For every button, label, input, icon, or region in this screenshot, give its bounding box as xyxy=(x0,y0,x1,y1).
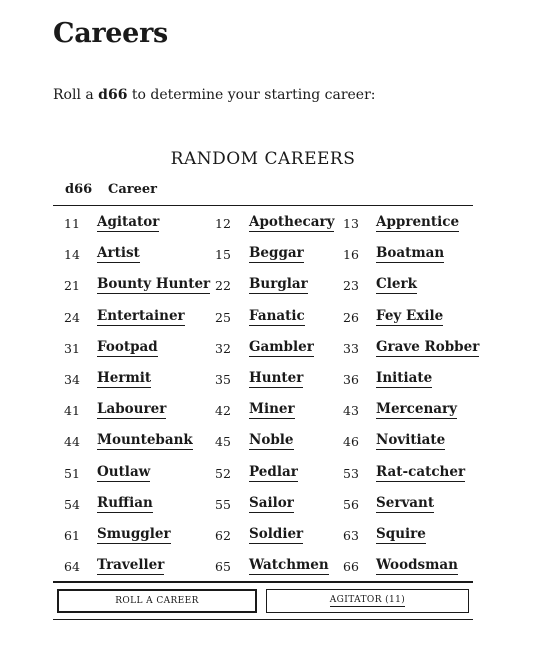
roll-number: 13 xyxy=(343,216,359,231)
roll-number: 54 xyxy=(64,496,80,512)
roll-career-button[interactable]: ROLL A CAREER xyxy=(57,589,257,613)
footer-divider xyxy=(53,581,473,583)
table-row xyxy=(53,237,473,268)
roll-number: 33 xyxy=(343,340,359,356)
roll-number: 25 xyxy=(215,309,231,325)
career-link[interactable]: Artist xyxy=(97,245,140,262)
table-row xyxy=(53,331,480,362)
column-header-career: Career xyxy=(108,182,158,197)
career-link[interactable]: Gambler xyxy=(249,338,314,355)
career-link[interactable]: Fey Exile xyxy=(376,307,444,324)
career-link[interactable]: Fanatic xyxy=(249,307,305,324)
footer-bottom-divider xyxy=(53,619,473,620)
career-link[interactable]: Grave Robber xyxy=(376,338,480,355)
career-link[interactable]: Apothecary xyxy=(249,214,335,230)
career-link[interactable]: Burglar xyxy=(249,276,308,293)
roll-number: 36 xyxy=(343,371,359,387)
career-link[interactable]: Bounty Hunter xyxy=(97,276,211,293)
roll-number: 14 xyxy=(64,247,80,263)
table-row xyxy=(53,549,473,580)
intro-text xyxy=(53,87,376,103)
table-row xyxy=(53,393,473,424)
career-link[interactable]: Pedlar xyxy=(249,463,298,480)
table-row xyxy=(53,206,473,237)
roll-number: 26 xyxy=(343,309,359,325)
table-row xyxy=(53,300,473,331)
career-link[interactable]: Footpad xyxy=(97,338,158,355)
roll-number: 31 xyxy=(64,340,80,356)
page-title: Careers xyxy=(53,18,168,49)
roll-number: 51 xyxy=(64,465,80,481)
roll-number: 11 xyxy=(64,216,80,231)
roll-number: 16 xyxy=(343,247,359,263)
roll-number: 65 xyxy=(215,559,231,575)
career-link[interactable]: Hermit xyxy=(97,369,152,386)
table-row xyxy=(53,487,473,518)
career-link[interactable]: Labourer xyxy=(97,401,167,418)
career-link[interactable]: Soldier xyxy=(249,525,304,542)
result-label: AGITATOR (11) xyxy=(329,595,406,605)
career-link[interactable]: Rat-catcher xyxy=(376,463,466,480)
career-link[interactable]: Squire xyxy=(376,525,426,542)
careers-table xyxy=(53,206,480,580)
roll-number: 22 xyxy=(215,278,231,294)
career-link[interactable]: Hunter xyxy=(249,369,304,386)
roll-number: 52 xyxy=(215,465,231,481)
roll-number: 35 xyxy=(215,371,231,387)
career-link[interactable]: Smuggler xyxy=(97,525,171,542)
roll-number: 23 xyxy=(343,278,359,294)
table-row xyxy=(53,424,473,455)
roll-number: 66 xyxy=(343,559,359,575)
career-link[interactable]: Mercenary xyxy=(376,401,457,418)
intro-die: d66 xyxy=(98,87,128,103)
career-link[interactable]: Boatman xyxy=(376,245,445,262)
roll-number: 21 xyxy=(64,278,80,294)
table-row xyxy=(53,268,473,299)
roll-number: 43 xyxy=(343,403,359,419)
result-button[interactable] xyxy=(266,589,469,613)
roll-number: 63 xyxy=(343,527,359,543)
career-link[interactable]: Outlaw xyxy=(97,463,151,480)
intro-suffix: to determine your starting career: xyxy=(127,87,376,103)
roll-number: 24 xyxy=(64,309,80,325)
career-link[interactable]: Sailor xyxy=(249,494,294,511)
roll-number: 41 xyxy=(64,403,80,419)
table-row xyxy=(53,362,473,393)
roll-number: 34 xyxy=(64,371,80,387)
roll-number: 64 xyxy=(64,559,80,575)
roll-number: 42 xyxy=(215,403,231,419)
roll-number: 32 xyxy=(215,340,231,356)
roll-number: 55 xyxy=(215,496,231,512)
table-title: RANDOM CAREERS xyxy=(170,149,356,169)
career-link[interactable]: Woodsman xyxy=(376,557,458,574)
table-row xyxy=(53,456,473,487)
career-link[interactable]: Traveller xyxy=(97,557,165,574)
career-link[interactable]: Noble xyxy=(249,432,294,449)
career-link[interactable]: Novitiate xyxy=(376,432,446,449)
career-link[interactable]: Agitator xyxy=(97,214,160,230)
roll-number: 15 xyxy=(215,247,231,263)
career-link[interactable]: Mountebank xyxy=(97,432,193,449)
roll-number: 45 xyxy=(215,434,231,450)
roll-number: 53 xyxy=(343,465,359,481)
roll-number: 61 xyxy=(64,527,80,543)
intro-prefix: Roll a xyxy=(53,87,99,103)
career-link[interactable]: Miner xyxy=(249,401,295,418)
roll-number: 62 xyxy=(215,527,231,543)
career-link[interactable]: Watchmen xyxy=(249,557,329,574)
roll-number: 56 xyxy=(343,496,359,512)
roll-number: 44 xyxy=(64,434,80,450)
career-link[interactable]: Clerk xyxy=(376,276,417,293)
table-row xyxy=(53,518,473,549)
career-link[interactable]: Ruffian xyxy=(97,494,153,511)
career-link[interactable]: Apprentice xyxy=(376,214,460,230)
career-link[interactable]: Servant xyxy=(376,494,435,511)
career-link[interactable]: Entertainer xyxy=(97,307,185,324)
column-header-roll: d66 xyxy=(65,182,93,197)
roll-number: 12 xyxy=(215,216,231,231)
roll-number: 46 xyxy=(343,434,359,450)
career-link[interactable]: Beggar xyxy=(249,245,304,262)
career-link[interactable]: Initiate xyxy=(376,369,433,386)
